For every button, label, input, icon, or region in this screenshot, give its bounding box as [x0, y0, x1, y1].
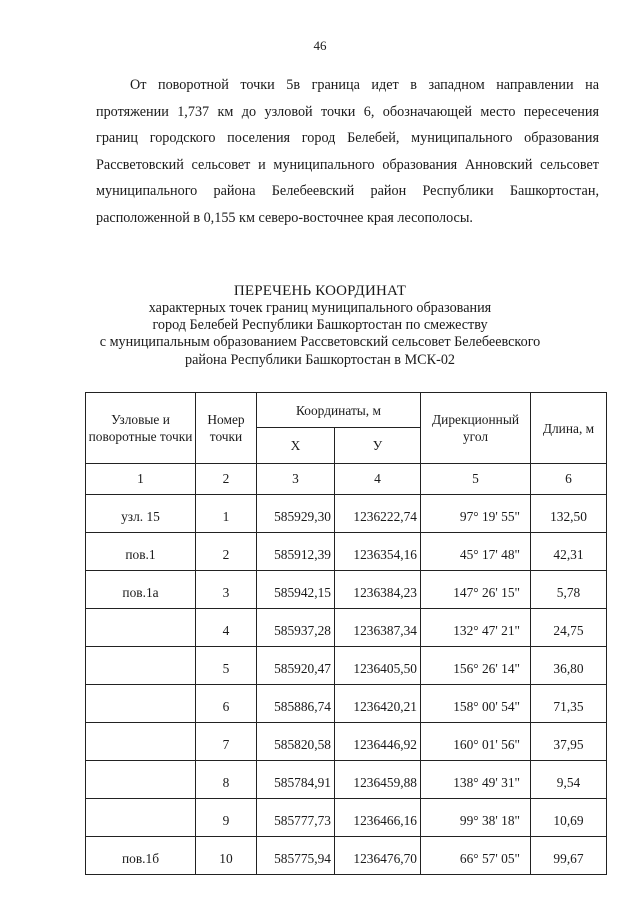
cell-node: пов.1а — [86, 571, 196, 609]
column-number: 5 — [421, 464, 531, 495]
cell-number: 7 — [196, 723, 257, 761]
table-body — [86, 495, 607, 875]
cell-length: 24,75 — [531, 609, 607, 647]
cell-y: 1236446,92 — [335, 723, 421, 761]
cell-number: 5 — [196, 647, 257, 685]
table-row — [86, 761, 607, 799]
cell-x: 585937,28 — [257, 609, 335, 647]
cell-y: 1236420,21 — [335, 685, 421, 723]
cell-angle: 156° 26' 14" — [421, 647, 531, 685]
list-subtitle-line: района Республики Башкортостан в МСК-02 — [184, 351, 456, 368]
cell-y: 1236384,23 — [335, 571, 421, 609]
header-x: X — [257, 428, 335, 464]
cell-length: 5,78 — [531, 571, 607, 609]
header-number: Номер точки — [196, 393, 257, 464]
list-subtitle-line: город Белебей Республики Башкортостан по смежеству — [152, 317, 488, 334]
cell-y: 1236354,16 — [335, 533, 421, 571]
column-number: 3 — [257, 464, 335, 495]
table-row — [86, 799, 607, 837]
header-angle: Дирекционный угол — [421, 393, 531, 464]
table-row — [86, 609, 607, 647]
header-node: Узловые и поворотные точки — [86, 393, 196, 464]
column-number: 4 — [335, 464, 421, 495]
header-coords: Координаты, м — [257, 393, 421, 428]
cell-length: 71,35 — [531, 685, 607, 723]
cell-angle: 158° 00' 54" — [421, 685, 531, 723]
cell-angle: 66° 57' 05" — [421, 837, 531, 875]
header-length: Длина, м — [531, 393, 607, 464]
cell-number: 10 — [196, 837, 257, 875]
header-y: У — [335, 428, 421, 464]
body-paragraph: От поворотной точки 5в граница идет в западном направлении на протяжении 1,737 км до узловой точки 6, обозначающей место пересечения границ городского поселения город Белебей, муниципального образования Рассветовский сельсовет и муниципального образования Анновский сельсовет муниципального района Белебеевский район Республики Башкортостан, расположенной в 0,155 км северо-восточнее края лесополосы. — [96, 77, 599, 226]
cell-angle: 160° 01' 56" — [421, 723, 531, 761]
cell-number: 6 — [196, 685, 257, 723]
cell-length: 37,95 — [531, 723, 607, 761]
cell-length: 10,69 — [531, 799, 607, 837]
cell-length: 42,31 — [531, 533, 607, 571]
cell-number: 9 — [196, 799, 257, 837]
cell-node — [86, 723, 196, 761]
cell-x: 585820,58 — [257, 723, 335, 761]
cell-x: 585775,94 — [257, 837, 335, 875]
table-row — [86, 685, 607, 723]
list-subtitle-line: характерных точек границ муниципального образования — [148, 300, 492, 316]
table-row — [86, 571, 607, 609]
cell-y: 1236405,50 — [335, 647, 421, 685]
coordinates-table — [85, 392, 607, 875]
cell-length: 99,67 — [531, 837, 607, 875]
table-row — [86, 837, 607, 875]
table-row — [86, 723, 607, 761]
cell-y: 1236466,16 — [335, 799, 421, 837]
cell-angle: 45° 17' 48" — [421, 533, 531, 571]
cell-node: узл. 15 — [86, 495, 196, 533]
list-title: ПЕРЕЧЕНЬ КООРДИНАТ — [233, 283, 407, 299]
cell-x: 585912,39 — [257, 533, 335, 571]
cell-number: 8 — [196, 761, 257, 799]
cell-node — [86, 799, 196, 837]
table-row — [86, 647, 607, 685]
cell-node — [86, 685, 196, 723]
table-row — [86, 495, 607, 533]
page-number: 46 — [313, 38, 327, 53]
cell-x: 585886,74 — [257, 685, 335, 723]
list-subtitle — [0, 300, 640, 369]
cell-angle: 132° 47' 21" — [421, 609, 531, 647]
cell-node — [86, 609, 196, 647]
cell-y: 1236459,88 — [335, 761, 421, 799]
cell-x: 585784,91 — [257, 761, 335, 799]
cell-number: 3 — [196, 571, 257, 609]
cell-y: 1236222,74 — [335, 495, 421, 533]
cell-number: 2 — [196, 533, 257, 571]
cell-x: 585942,15 — [257, 571, 335, 609]
column-number: 2 — [196, 464, 257, 495]
cell-length: 36,80 — [531, 647, 607, 685]
cell-length: 132,50 — [531, 495, 607, 533]
table-row — [86, 533, 607, 571]
cell-node: пов.1 — [86, 533, 196, 571]
cell-number: 4 — [196, 609, 257, 647]
cell-angle: 138° 49' 31" — [421, 761, 531, 799]
cell-x: 585777,73 — [257, 799, 335, 837]
cell-x: 585920,47 — [257, 647, 335, 685]
cell-node: пов.1б — [86, 837, 196, 875]
cell-angle: 97° 19' 55" — [421, 495, 531, 533]
cell-y: 1236387,34 — [335, 609, 421, 647]
cell-y: 1236476,70 — [335, 837, 421, 875]
cell-angle: 147° 26' 15" — [421, 571, 531, 609]
cell-length: 9,54 — [531, 761, 607, 799]
cell-number: 1 — [196, 495, 257, 533]
list-subtitle-line: с муниципальным образованием Рассветовский сельсовет Белебеевского — [99, 334, 541, 351]
column-number: 1 — [86, 464, 196, 495]
column-number: 6 — [531, 464, 607, 495]
cell-node — [86, 761, 196, 799]
cell-angle: 99° 38' 18" — [421, 799, 531, 837]
cell-x: 585929,30 — [257, 495, 335, 533]
cell-node — [86, 647, 196, 685]
